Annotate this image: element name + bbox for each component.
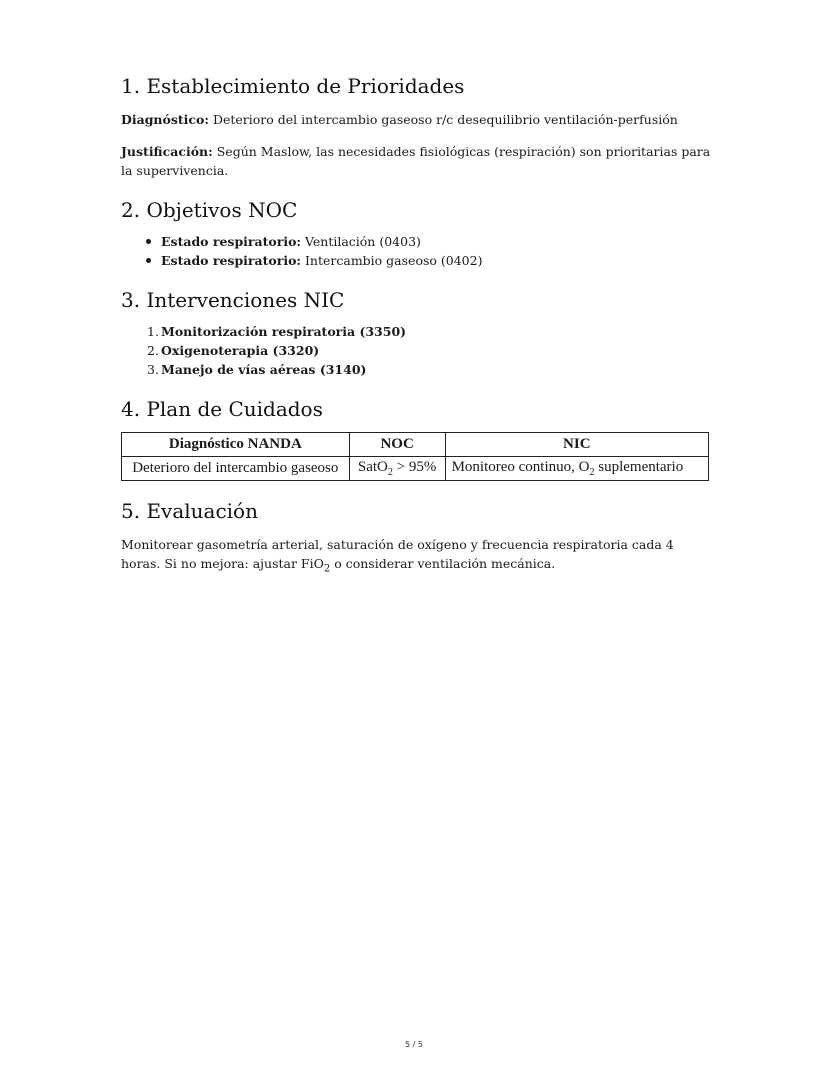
cell-nic [445,457,708,481]
evaluation-subscript: 2 [323,563,331,575]
noc-item-label: Estado respiratorio: [161,234,302,249]
cell-noc [349,457,445,481]
noc-subscript: 2 [387,467,393,478]
header-nic: NIC [445,433,708,457]
section-3-heading: 3. Intervenciones NIC [121,288,345,312]
list-number: 3. [147,362,159,377]
justification-text: Según Maslow, las necesidades fisiológicas (respiración) son prioritarias para la supervivencia. [121,144,711,178]
nic-item-label: Oxigenoterapia (3320) [161,343,320,358]
noc-prefix: SatO [357,459,388,475]
care-plan-table-container [121,432,709,481]
section-4-heading: 4. Plan de Cuidados [121,397,323,421]
justification-paragraph [121,142,711,180]
cell-nanda: Deterioro del intercambio gaseoso [122,457,350,481]
nic-prefix: Monitoreo continuo, O [451,459,590,475]
diagnosis-paragraph [121,110,711,129]
section-2-heading: 2. Objetivos NOC [121,198,298,222]
evaluation-text-prefix: Monitorear gasometría arterial, saturación de oxígeno y frecuencia respiratoria cada 4 horas. Si no mejora: ajustar FiO [121,537,674,571]
diagnosis-text: Deterioro del intercambio gaseoso r/c desequilibrio ventilación-perfusión [208,112,678,127]
nic-suffix: suplementario [594,459,684,475]
evaluation-text-suffix: o considerar ventilación mecánica. [330,556,556,571]
list-number: 2. [147,343,159,358]
list-item [121,360,711,379]
table-row [122,457,709,481]
list-number: 1. [147,324,159,339]
page-number: 5 / 5 [405,1040,423,1049]
noc-list [121,232,711,270]
noc-item-label: Estado respiratorio: [161,253,302,268]
section-1-heading: 1. Establecimiento de Prioridades [121,74,465,98]
noc-item-text: Ventilación (0403) [301,234,421,249]
header-noc: NOC [349,433,445,457]
diagnosis-label: Diagnóstico: [121,112,209,127]
noc-suffix: > 95% [392,459,437,475]
header-nanda: Diagnóstico NANDA [122,433,350,457]
justification-label: Justificación: [121,144,213,159]
nic-subscript: 2 [589,467,595,478]
nic-item-label: Manejo de vías aéreas (3140) [161,362,367,377]
table-header-row [122,433,709,457]
document-content [121,72,711,579]
care-plan-table [121,432,709,481]
list-item [121,232,711,251]
nic-list [121,322,711,379]
list-item [121,341,711,360]
list-item [121,322,711,341]
evaluation-paragraph [121,535,711,579]
noc-item-text: Intercambio gaseoso (0402) [301,253,483,268]
section-5-heading: 5. Evaluación [121,499,258,523]
list-item [121,251,711,270]
nic-item-label: Monitorización respiratoria (3350) [161,324,407,339]
